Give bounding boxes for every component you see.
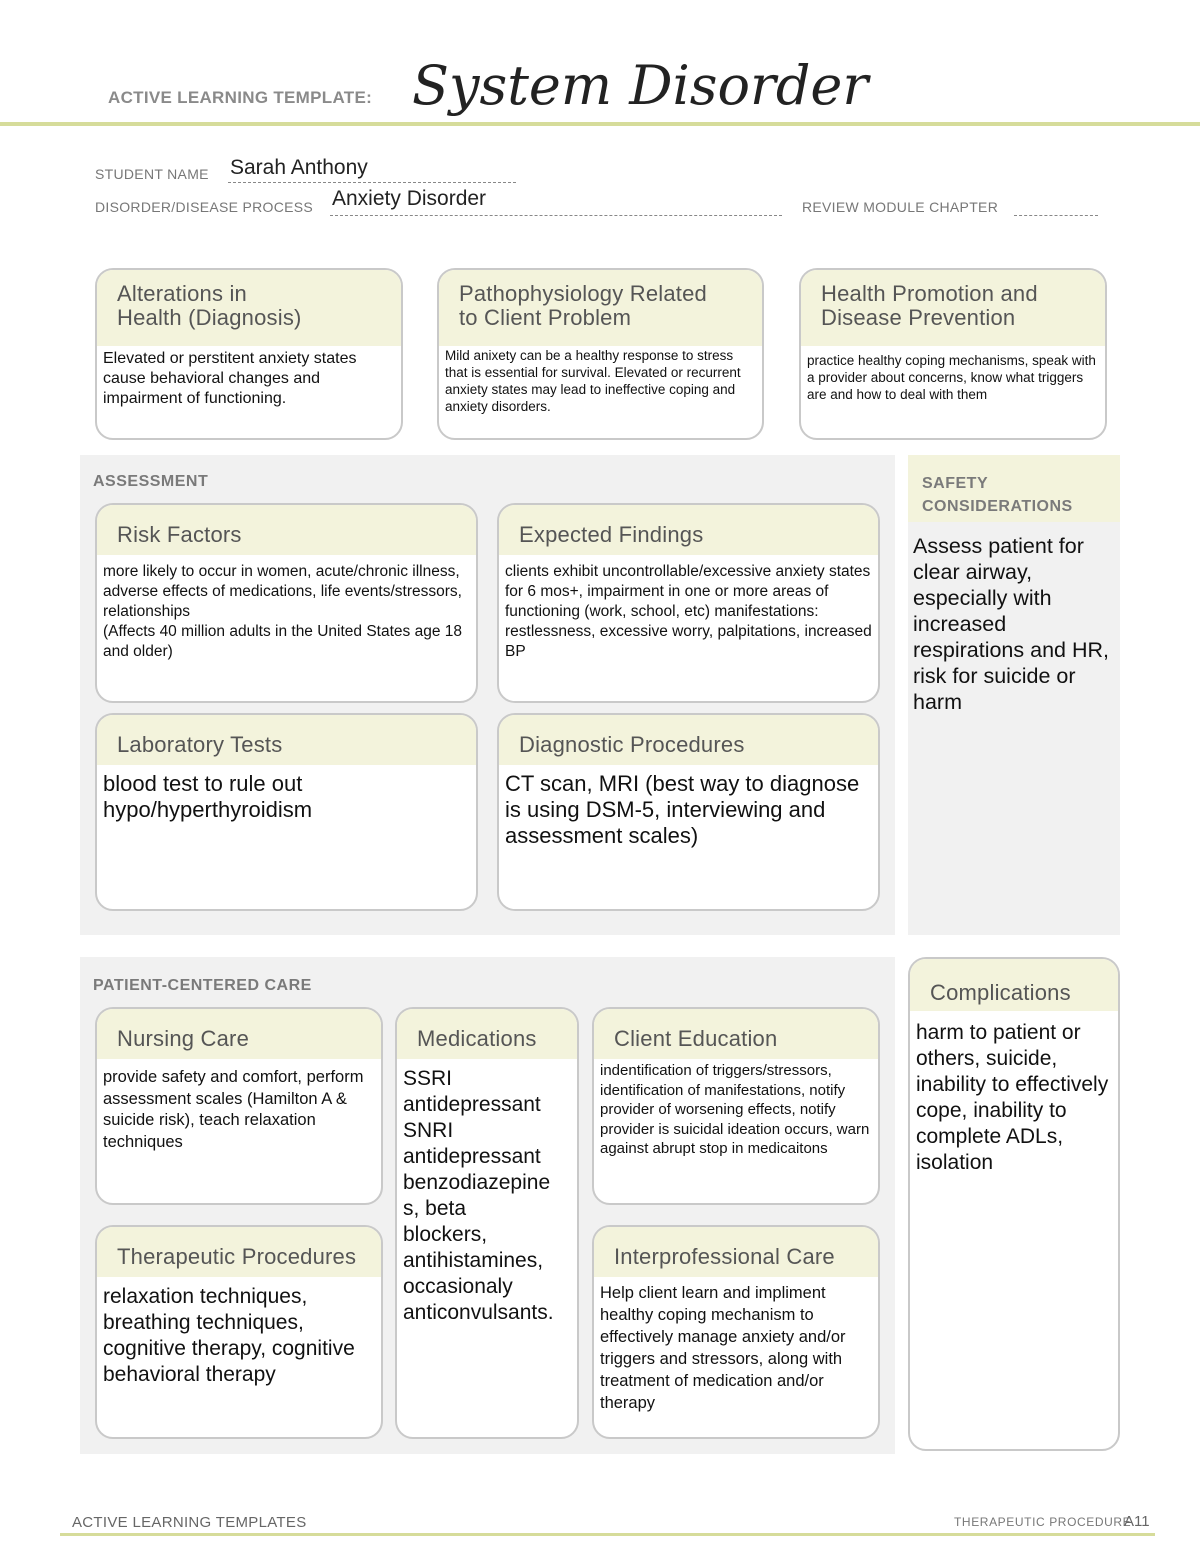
assessment-label: ASSESSMENT: [93, 473, 209, 490]
card-body: SSRI antidepressant SNRI antidepressant benzodiazepine s, beta blockers, antihistamines, occasionaly anticonvulsants.: [403, 1067, 554, 1324]
template-label: ACTIVE LEARNING TEMPLATE:: [108, 88, 373, 107]
review-module-label: REVIEW MODULE CHAPTER: [802, 199, 999, 215]
card-diagnostic-procedures: [497, 713, 880, 911]
card-title: Health Promotion and Disease Prevention: [801, 270, 1105, 346]
card-expected-findings: [497, 503, 880, 703]
page-number: A11: [1124, 1513, 1150, 1530]
card-laboratory-tests: [95, 713, 478, 911]
card-title: Laboratory Tests: [97, 715, 476, 765]
card-title: Client Education: [594, 1009, 878, 1059]
card-title: Alterations in Health (Diagnosis): [97, 270, 401, 346]
card-nursing-care: [95, 1007, 383, 1205]
safety-label: SAFETY CONSIDERATIONS: [922, 475, 1073, 515]
card-title: Medications: [397, 1009, 577, 1059]
card-title: Interprofessional Care: [594, 1227, 878, 1277]
card-title: Nursing Care: [97, 1009, 381, 1059]
card-interprofessional-care: [592, 1225, 880, 1439]
card-health-promotion: [799, 268, 1107, 440]
card-client-education: [592, 1007, 880, 1205]
card-title: Diagnostic Procedures: [499, 715, 878, 765]
card-body: relaxation techniques, breathing techniques, cognitive therapy, cognitive behavioral therapy: [103, 1285, 355, 1386]
card-complications: [908, 957, 1120, 1451]
card-alterations-in-health: [95, 268, 403, 440]
card-title: Complications: [910, 959, 1118, 1011]
card-body: indentification of triggers/stressors, identification of manifestations, notify provider of worsening effects, notify provider is suicidal ideation occurs, warn against abrupt stop in medicaitons: [600, 1062, 870, 1157]
disorder-underline: [330, 215, 782, 216]
student-name-underline: [228, 182, 516, 183]
student-name-label: STUDENT NAME: [95, 166, 209, 182]
card-title: Expected Findings: [499, 505, 878, 555]
card-pathophysiology: [437, 268, 764, 440]
card-title: Therapeutic Procedures: [97, 1227, 381, 1277]
disorder-label: DISORDER/DISEASE PROCESS: [95, 199, 314, 215]
disorder-field[interactable]: Anxiety Disorder: [332, 187, 487, 210]
card-title: Risk Factors: [97, 505, 476, 555]
footer-left-label: ACTIVE LEARNING TEMPLATES: [72, 1514, 307, 1531]
card-body: practice healthy coping mechanisms, speak with a provider about concerns, know what triggers are and how to deal with them: [807, 353, 1096, 402]
review-module-field[interactable]: [1014, 215, 1098, 216]
card-body: harm to patient or others, suicide, inability to effectively cope, inability to complete ADLs, isolation: [916, 1021, 1109, 1174]
card-risk-factors: [95, 503, 478, 703]
card-body: CT scan, MRI (best way to diagnose is using DSM-5, interviewing and assessment scales): [505, 771, 860, 848]
card-body: clients exhibit uncontrollable/excessive anxiety states for 6 mos+, impairment in one or more areas of functioning (work, school, etc) manifestations: restlessness, excessive worry, palpitations, increased BP: [505, 563, 872, 660]
student-name-field[interactable]: Sarah Anthony: [230, 156, 368, 179]
card-body: Help client learn and impliment healthy coping mechanism to effectively manage anxiety and/or triggers and stressors, along with treatment of medication and/or therapy: [600, 1284, 846, 1412]
card-body: Elevated or perstitent anxiety states cause behavioral changes and impairment of functioning.: [103, 350, 357, 407]
page-title: System Disorder: [412, 54, 869, 117]
card-medications: [395, 1007, 579, 1439]
card-body: Mild anixety can be a healthy response to stress that is essential for survival. Elevated or recurrent anxiety states may lead to ineffective coping and anxiety disorders.: [445, 348, 741, 414]
card-body: blood test to rule out hypo/hyperthyroidism: [103, 771, 313, 822]
footer-rule: [60, 1533, 1155, 1536]
safety-body: Assess patient for clear airway, especially with increased respirations and HR, risk for suicide or harm: [913, 534, 1109, 714]
card-title: Pathophysiology Related to Client Problem: [439, 270, 762, 346]
card-therapeutic-procedures: [95, 1225, 383, 1439]
card-body: provide safety and comfort, perform assessment scales (Hamilton A & suicide risk), teach relaxation techniques: [103, 1068, 364, 1151]
header-rule: [0, 122, 1200, 126]
patient-centered-care-label: PATIENT-CENTERED CARE: [93, 977, 312, 994]
card-body: more likely to occur in women, acute/chronic illness, adverse effects of medications, life events/stressors, relationships (Affects 40 million adults in the United States age 18 and older): [103, 563, 463, 660]
footer-right-label: THERAPEUTIC PROCEDURE: [954, 1515, 1132, 1529]
